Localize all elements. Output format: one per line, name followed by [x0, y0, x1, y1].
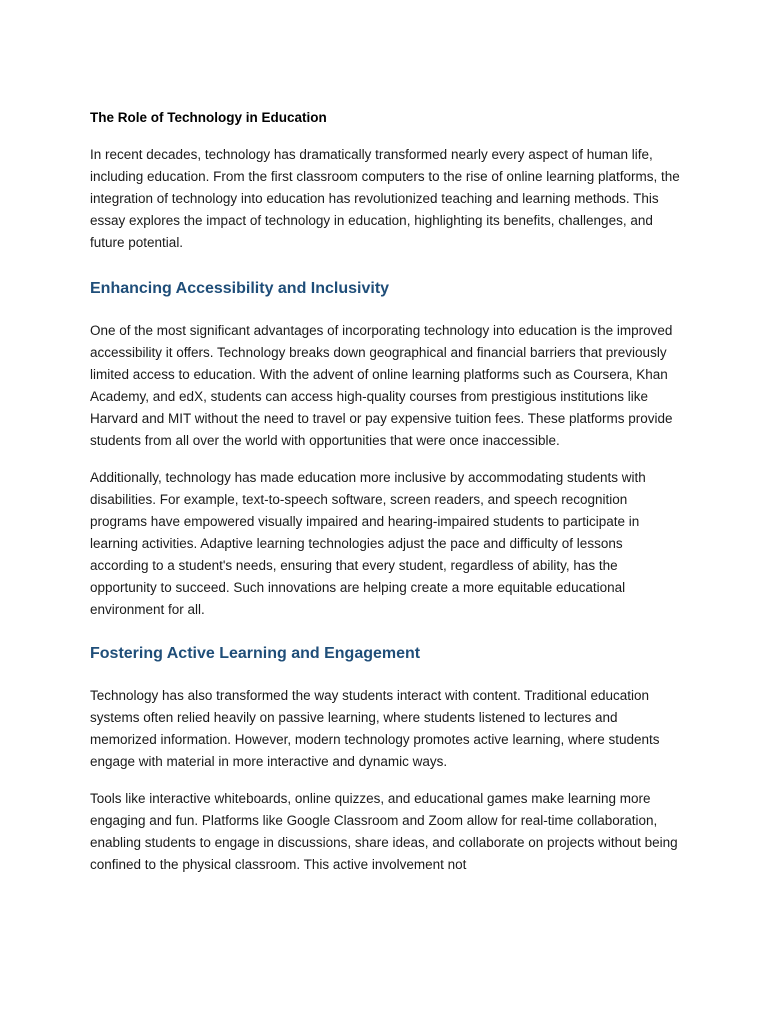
paragraph: Technology has also transformed the way students interact with content. Traditional education systems often relied heavily on passive learning, where students listened to lectures and memorized information. However, modern technology promotes active learning, where students engage with material in more interactive and dynamic ways.	[90, 688, 660, 769]
paragraph: Additionally, technology has made education more inclusive by accommodating students with disabilities. For example, text-to-speech software, screen readers, and speech recognition programs have empowered visually impaired and hearing-impaired students to participate in learning activities. Adaptive learning technologies adjust the pace and difficulty of lessons according to a student's needs, ensuring that every student, regardless of ability, has the opportunity to succeed. Such innovations are helping create a more equitable educational environment for all.	[90, 470, 646, 617]
document-page	[90, 108, 680, 891]
intro-paragraph: In recent decades, technology has dramatically transformed nearly every aspect of human life, including education. From the first classroom computers to the rise of online learning platforms, the integration of technology into education has revolutionized teaching and learning methods. This essay explores the impact of technology in education, highlighting its benefits, challenges, and future potential.	[90, 147, 680, 250]
section-heading-active-learning: Fostering Active Learning and Engagement	[90, 645, 421, 662]
paragraph: Tools like interactive whiteboards, online quizzes, and educational games make learning more engaging and fun. Platforms like Google Classroom and Zoom allow for real-time collaboration, enabling students to engage in discussions, share ideas, and collaborate on projects without being confined to the physical classroom. This active involvement not	[90, 791, 678, 872]
document-title: The Role of Technology in Education	[90, 110, 327, 125]
paragraph: One of the most significant advantages of incorporating technology into education is the improved accessibility it offers. Technology breaks down geographical and financial barriers that previously limited access to education. With the advent of online learning platforms such as Coursera, Khan Academy, and edX, students can access high-quality courses from prestigious institutions like Harvard and MIT without the need to travel or pay expensive tuition fees. These platforms provide students from all over the world with opportunities that were once inaccessible.	[90, 323, 673, 448]
section-heading-accessibility: Enhancing Accessibility and Inclusivity	[90, 280, 390, 297]
